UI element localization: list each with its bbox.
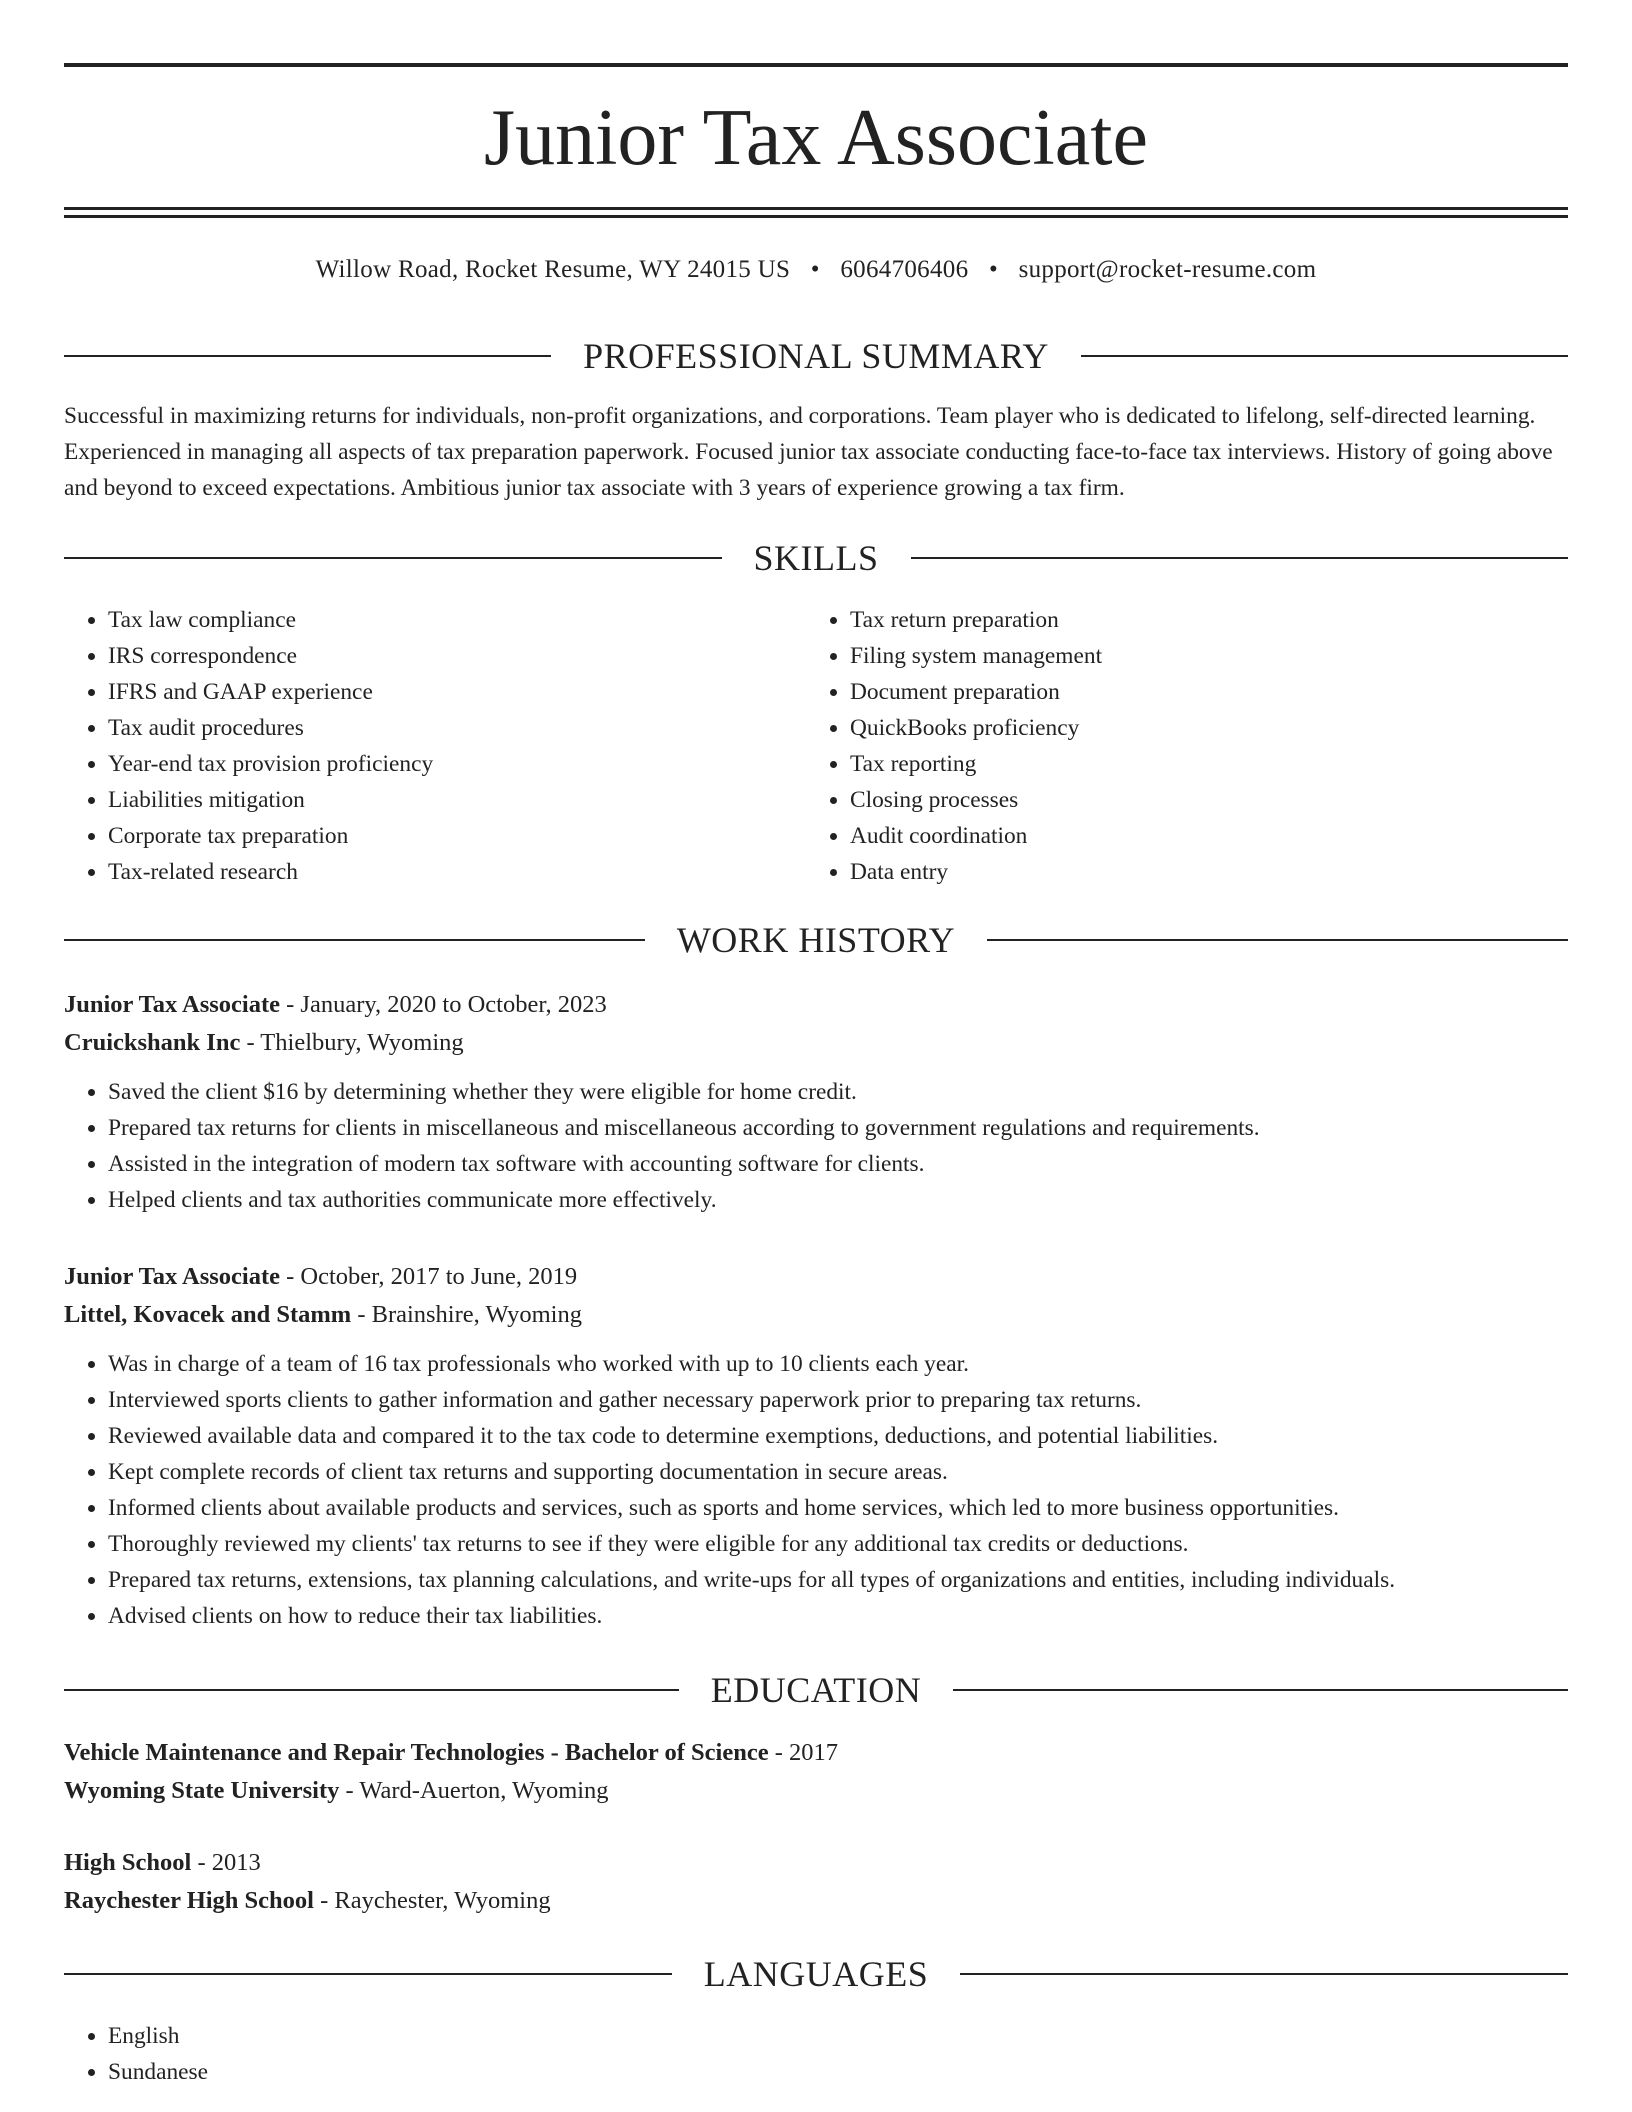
- education-location: - Ward-Auerton, Wyoming: [339, 1777, 609, 1804]
- job-bullet: • Assisted in the integration of modern tax software with accounting software for clients.: [108, 1146, 1568, 1182]
- skills-column-right: [806, 602, 1548, 890]
- education-degree: High School: [64, 1849, 192, 1876]
- skill-item: • IRS correspondence: [108, 638, 806, 674]
- contact-address: Willow Road, Rocket Resume, WY 24015 US: [315, 256, 791, 283]
- job-entry: [64, 986, 1568, 1218]
- skill-item: • Audit coordination: [850, 818, 1548, 854]
- job-bullet: • Prepared tax returns for clients in miscellaneous and miscellaneous according to government regulations and requirements.: [108, 1110, 1568, 1146]
- section-rule: [1081, 355, 1568, 357]
- skill-item: • IFRS and GAAP experience: [108, 674, 806, 710]
- resume-title: Junior Tax Associate: [484, 94, 1148, 182]
- section-rule: [987, 939, 1568, 941]
- contact-line: [64, 252, 1568, 288]
- skills-column-left: [64, 602, 806, 890]
- language-item: • Sundanese: [108, 2054, 1568, 2090]
- section-rule: [953, 1689, 1568, 1691]
- job-bullet: • Saved the client $16 by determining whether they were eligible for home credit.: [108, 1074, 1568, 1110]
- education-heading: [64, 1734, 1568, 1772]
- skill-item: • Filing system management: [850, 638, 1548, 674]
- section-rule: [64, 1973, 672, 1975]
- job-company: Littel, Kovacek and Stamm: [64, 1301, 352, 1328]
- section-header-summary: [64, 334, 1568, 378]
- job-bullet: • Was in charge of a team of 16 tax professionals who worked with up to 10 clients each year.: [108, 1346, 1568, 1382]
- section-header-skills: [64, 536, 1568, 580]
- job-bullets: [64, 1074, 1568, 1218]
- skill-item: • Tax audit procedures: [108, 710, 806, 746]
- education-year: - 2017: [768, 1739, 839, 1766]
- section-title: WORK HISTORY: [676, 920, 956, 960]
- section-title: LANGUAGES: [703, 1954, 929, 1994]
- job-bullet: • Informed clients about available products and services, such as sports and home services, which led to more business opportunities.: [108, 1490, 1568, 1526]
- job-bullets: [64, 1346, 1568, 1634]
- education-institution: [64, 1882, 1568, 1920]
- section-rule: [64, 1689, 679, 1691]
- education-location: - Raychester, Wyoming: [314, 1887, 551, 1914]
- skill-item: • Corporate tax preparation: [108, 818, 806, 854]
- section-title: EDUCATION: [710, 1670, 922, 1710]
- job-bullet: • Helped clients and tax authorities communicate more effectively.: [108, 1182, 1568, 1218]
- language-item: • English: [108, 2018, 1568, 2054]
- education-entry: [64, 1734, 1568, 1810]
- skill-item: • Tax law compliance: [108, 602, 806, 638]
- education-school: Wyoming State University: [64, 1777, 340, 1804]
- section-title: PROFESSIONAL SUMMARY: [583, 336, 1049, 376]
- section-header-languages: [64, 1952, 1568, 1996]
- job-entry: [64, 1258, 1568, 1634]
- job-bullet: • Reviewed available data and compared it to the tax code to determine exemptions, deductions, and potential liabilities.: [108, 1418, 1568, 1454]
- education-heading: [64, 1844, 1568, 1882]
- skill-item: • Document preparation: [850, 674, 1548, 710]
- job-location: - Brainshire, Wyoming: [351, 1301, 582, 1328]
- contact-separator: •: [810, 256, 820, 283]
- languages-list: [64, 2018, 1568, 2090]
- job-employer: [64, 1024, 1568, 1062]
- skill-item: • Year-end tax provision proficiency: [108, 746, 806, 782]
- title-rule-upper: [64, 207, 1568, 210]
- section-rule: [911, 557, 1569, 559]
- job-employer: [64, 1296, 1568, 1334]
- job-dates: - October, 2017 to June, 2019: [280, 1263, 578, 1290]
- education-school: Raychester High School: [64, 1887, 314, 1914]
- job-location: - Thielbury, Wyoming: [240, 1029, 464, 1056]
- job-dates: - January, 2020 to October, 2023: [280, 991, 607, 1018]
- title-rule-lower: [64, 215, 1568, 218]
- job-bullet: • Advised clients on how to reduce their tax liabilities.: [108, 1598, 1568, 1634]
- job-title: Junior Tax Associate: [64, 991, 281, 1018]
- job-title: Junior Tax Associate: [64, 1263, 281, 1290]
- section-header-education: [64, 1668, 1568, 1712]
- education-degree: Vehicle Maintenance and Repair Technologies - Bachelor of Science: [64, 1739, 769, 1766]
- skill-item: • Data entry: [850, 854, 1548, 890]
- section-title: SKILLS: [753, 538, 879, 578]
- job-company: Cruickshank Inc: [64, 1029, 241, 1056]
- section-rule: [960, 1973, 1568, 1975]
- skill-item: • Liabilities mitigation: [108, 782, 806, 818]
- education-entry: [64, 1844, 1568, 1920]
- education-institution: [64, 1772, 1568, 1810]
- job-bullet: • Thoroughly reviewed my clients' tax returns to see if they were eligible for any additional tax credits or deductions.: [108, 1526, 1568, 1562]
- job-heading: [64, 1258, 1568, 1296]
- contact-email[interactable]: support@rocket-resume.com: [1018, 256, 1317, 283]
- section-rule: [64, 557, 722, 559]
- section-header-work: [64, 918, 1568, 962]
- section-rule: [64, 939, 645, 941]
- section-rule: [64, 355, 551, 357]
- top-rule: [64, 63, 1568, 67]
- skill-item: • Tax-related research: [108, 854, 806, 890]
- education-year: - 2013: [191, 1849, 261, 1876]
- summary-text: Successful in maximizing returns for individuals, non-profit organizations, and corporations. Team player who is dedicated to lifelong, self-directed learning. Experienced in managing all aspects of tax preparation paperwork. Focused junior tax associate conducting face-to-face tax interviews. History of going above and beyond to exceed expectations. Ambitious junior tax associate with 3 years of experience growing a tax firm.: [64, 403, 1553, 501]
- job-bullet: • Interviewed sports clients to gather information and gather necessary paperwork prior to preparing tax returns.: [108, 1382, 1568, 1418]
- job-bullet: • Prepared tax returns, extensions, tax planning calculations, and write-ups for all types of organizations and entities, including individuals.: [108, 1562, 1568, 1598]
- contact-phone[interactable]: 6064706406: [840, 256, 969, 283]
- job-heading: [64, 986, 1568, 1024]
- contact-separator: •: [988, 256, 998, 283]
- skill-item: • Tax reporting: [850, 746, 1548, 782]
- skill-item: • QuickBooks proficiency: [850, 710, 1548, 746]
- skills-list: [64, 602, 1568, 890]
- skill-item: • Closing processes: [850, 782, 1548, 818]
- job-bullet: • Kept complete records of client tax returns and supporting documentation in secure areas.: [108, 1454, 1568, 1490]
- skill-item: • Tax return preparation: [850, 602, 1548, 638]
